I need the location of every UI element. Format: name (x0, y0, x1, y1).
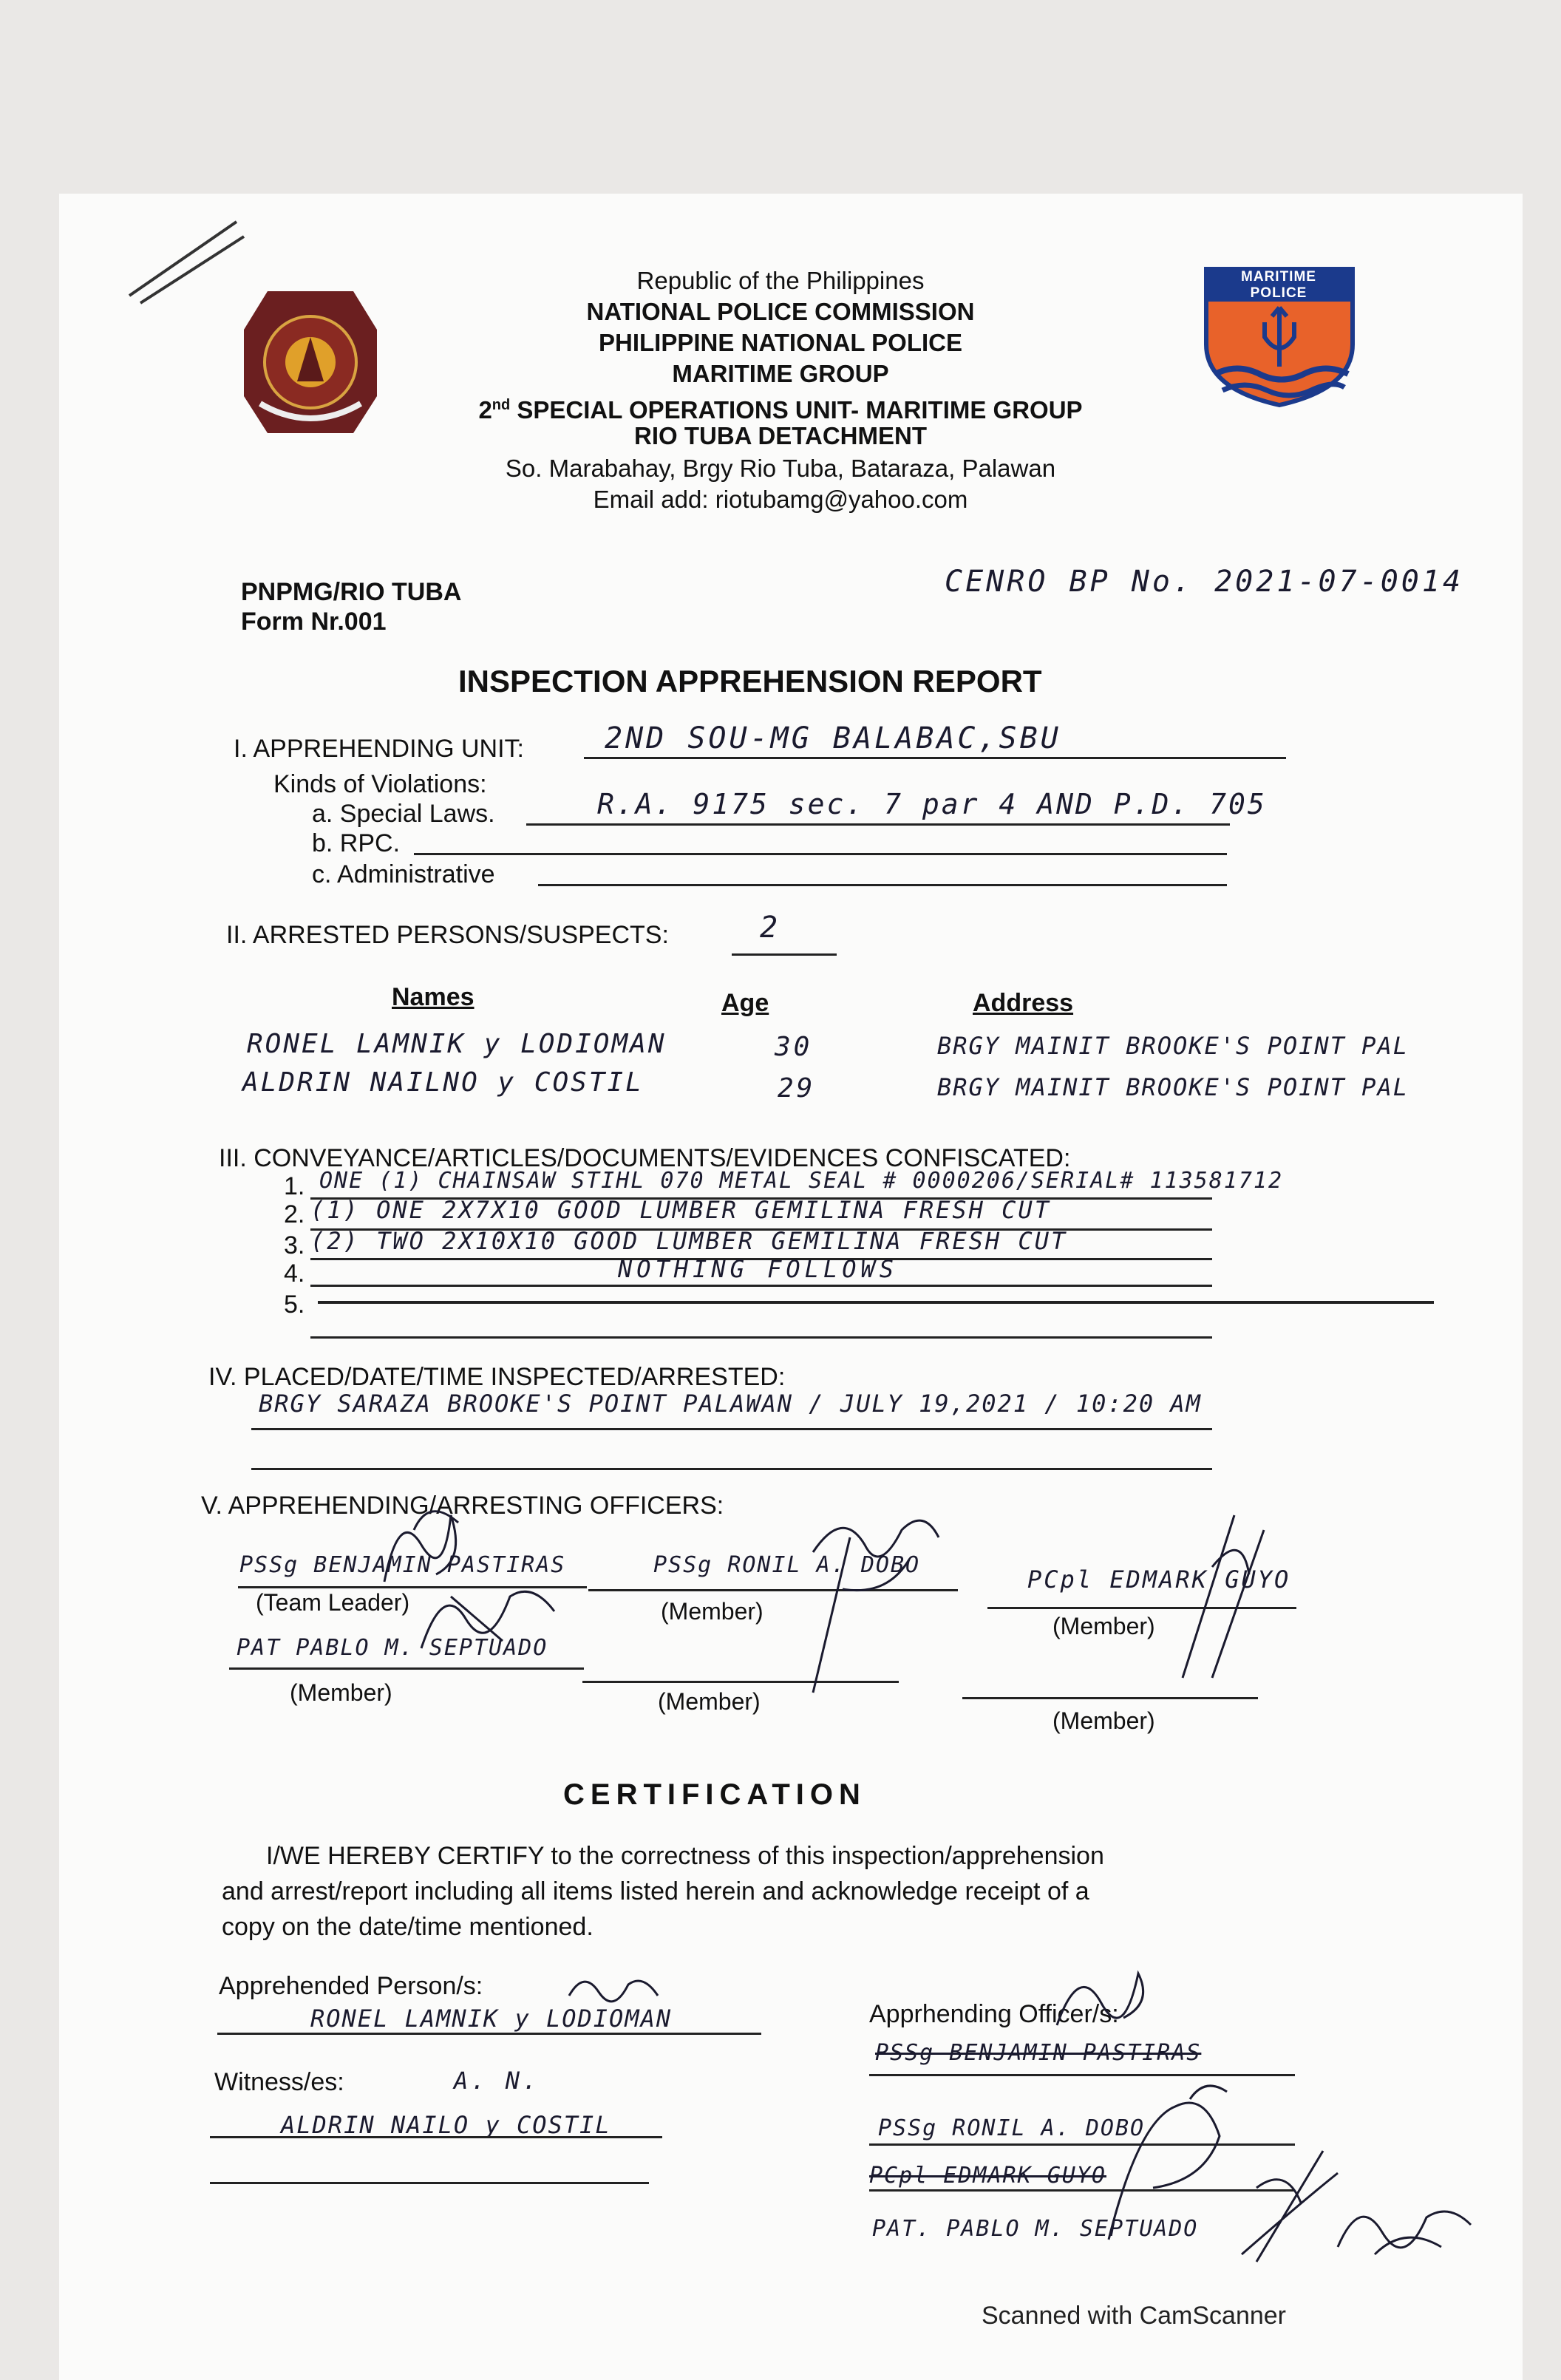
apprehending-unit-line (584, 757, 1286, 759)
item-3-number: 3. (284, 1231, 305, 1259)
rpc-label: b. RPC. (312, 829, 401, 857)
reference-number: CENRO BP No. 2021-07-0014 (945, 565, 1464, 599)
signature-cert-officer-4 (1330, 2188, 1478, 2269)
header-republic: Republic of the Philippines (636, 267, 925, 294)
item-2-number: 2. (284, 1200, 305, 1228)
place-date-time-line-2 (251, 1468, 1212, 1470)
header-maritime-group: MARITIME GROUP (672, 360, 889, 387)
item-1-number: 1. (284, 1172, 305, 1200)
item-5-line (310, 1336, 1212, 1339)
header-address: So. Marabahay, Brgy Rio Tuba, Bataraza, Palawan (505, 455, 1056, 482)
officer-1-role: (Team Leader) (256, 1589, 410, 1616)
person-2-name: ALDRIN NAILNO y COSTIL (242, 1067, 644, 1098)
apprehended-person-label: Apprehended Person/s: (219, 1972, 483, 2000)
header-detachment: RIO TUBA DETACHMENT (634, 422, 927, 449)
camscanner-watermark: Scanned with CamScanner (982, 2302, 1287, 2330)
person-1-age: 30 (775, 1032, 813, 1062)
officer-4-name: PAT PABLO M. SEPTUADO (237, 1635, 548, 1661)
certification-text-line-2: and arrest/report including all items listed herein and acknowledge receipt of a (222, 1877, 1089, 1905)
witness-line-2 (210, 2182, 649, 2184)
confiscated-label: III. CONVEYANCE/ARTICLES/DOCUMENTS/EVIDENCES CONFISCATED: (219, 1144, 1071, 1172)
item-1-text: ONE (1) CHAINSAW STIHL 070 METAL SEAL # 0000206/SERIAL# 113581712 (319, 1168, 1283, 1194)
witness-value: ALDRIN NAILO y COSTIL (281, 2111, 611, 2139)
place-date-time-label: IV. PLACED/DATE/TIME INSPECTED/ARRESTED: (208, 1363, 786, 1391)
arresting-officers-label: V. APPREHENDING/ARRESTING OFFICERS: (201, 1492, 724, 1520)
certification-title: CERTIFICATION (563, 1778, 866, 1811)
person-2-address: BRGY MAINIT BROOKE'S POINT PAL (937, 1073, 1409, 1101)
administrative-label: c. Administrative (312, 860, 495, 888)
signature-apprehended-person (562, 1966, 665, 2010)
officer-2-name: PSSg RONIL A. DOBO (653, 1552, 921, 1578)
column-address: Address (973, 989, 1074, 1017)
cert-officer-1-line (869, 2074, 1295, 2076)
officer-3-role: (Member) (1052, 1613, 1155, 1639)
signature-cert-officer-3 (1212, 2143, 1345, 2269)
officer-4-role: (Member) (290, 1679, 392, 1706)
special-laws-line (526, 823, 1230, 826)
paper-sheet (59, 194, 1523, 2380)
header-pnp: PHILIPPINE NATIONAL POLICE (599, 329, 962, 356)
header-email: Email add: riotubamg@yahoo.com (593, 486, 968, 513)
arrested-persons-label: II. ARRESTED PERSONS/SUSPECTS: (226, 921, 669, 949)
officer-5-role: (Member) (658, 1688, 761, 1715)
maritime-police-logo-text: MARITIME POLICE (1241, 269, 1316, 301)
officer-3-name: PCpl EDMARK GUYO (1027, 1565, 1291, 1594)
place-date-time-line-1 (251, 1428, 1212, 1430)
report-title: INSPECTION APPREHENSION REPORT (458, 664, 1042, 698)
apprehending-unit-label: I. APPREHENDING UNIT: (234, 735, 524, 763)
witness-initials: A. N. (454, 2067, 540, 2095)
item-4-line (310, 1285, 1212, 1287)
item-4-number: 4. (284, 1259, 305, 1288)
form-number: Form Nr.001 (241, 608, 387, 636)
officer-6-role: (Member) (1052, 1707, 1155, 1734)
witness-label: Witness/es: (214, 2068, 344, 2096)
person-1-name: RONEL LAMNIK y LODIOMAN (247, 1029, 667, 1059)
form-office: PNPMG/RIO TUBA (241, 578, 462, 606)
item-2-text: (1) ONE 2X7X10 GOOD LUMBER GEMILINA FRESH CUT (310, 1196, 1051, 1224)
officer-4-line (229, 1667, 584, 1670)
cert-officer-3: PCpl EDMARK GUYO (869, 2163, 1106, 2189)
special-laws-label: a. Special Laws. (312, 800, 495, 828)
header-special-ops-unit: 2nd SPECIAL OPERATIONS UNIT- MARITIME GROUP (478, 396, 1083, 424)
column-names: Names (392, 983, 475, 1011)
apprehended-person-line (217, 2033, 761, 2035)
signature-officer-4 (414, 1567, 562, 1656)
apprehending-unit-value: 2ND SOU-MG BALABAC,SBU (605, 721, 1061, 755)
arrested-persons-count: 2 (760, 911, 781, 945)
apprehended-person-value: RONEL LAMNIK y LODIOMAN (310, 2005, 673, 2033)
signature-officer-2 (798, 1508, 961, 1700)
nothing-follows-strike-line (318, 1301, 1434, 1304)
rpc-line (414, 853, 1227, 855)
officer-2-role: (Member) (661, 1598, 764, 1625)
item-4-text: NOTHING FOLLOWS (618, 1255, 898, 1283)
signature-cert-officer-1 (1050, 1959, 1168, 2033)
item-5-number: 5. (284, 1291, 305, 1319)
officer-6-line (962, 1697, 1258, 1699)
special-laws-value: R.A. 9175 sec. 7 par 4 AND P.D. 705 (597, 788, 1267, 820)
certification-text-line-3: copy on the date/time mentioned. (222, 1913, 594, 1941)
item-3-text: (2) TWO 2X10X10 GOOD LUMBER GEMILINA FRESH CUT (310, 1227, 1068, 1255)
certification-text-line-1: I/WE HEREBY CERTIFY to the correctness of this inspection/apprehension (266, 1842, 1104, 1870)
officer-1-name: PSSg BENJAMIN PASTIRAS (239, 1552, 566, 1578)
administrative-line (538, 884, 1227, 886)
cert-officer-4: PAT. PABLO M. SEPTUADO (872, 2216, 1199, 2242)
apprehending-officer-label: Apprhending Officer/s: (869, 2000, 1119, 2028)
person-2-age: 29 (778, 1073, 816, 1104)
header-napolcom: NATIONAL POLICE COMMISSION (586, 298, 975, 325)
column-age: Age (721, 989, 769, 1017)
place-date-time-value: BRGY SARAZA BROOKE'S POINT PALAWAN / JULY 19,2021 / 10:20 AM (259, 1390, 1202, 1418)
person-1-address: BRGY MAINIT BROOKE'S POINT PAL (937, 1032, 1409, 1060)
cert-officer-1: PSSg BENJAMIN PASTIRAS (875, 2040, 1202, 2066)
arrested-persons-count-line (732, 953, 837, 956)
signature-officer-3 (1138, 1508, 1286, 1685)
cert-officer-2: PSSg RONIL A. DOBO (878, 2115, 1146, 2141)
witness-line-1 (210, 2136, 662, 2138)
kinds-of-violations-label: Kinds of Violations: (273, 770, 487, 798)
